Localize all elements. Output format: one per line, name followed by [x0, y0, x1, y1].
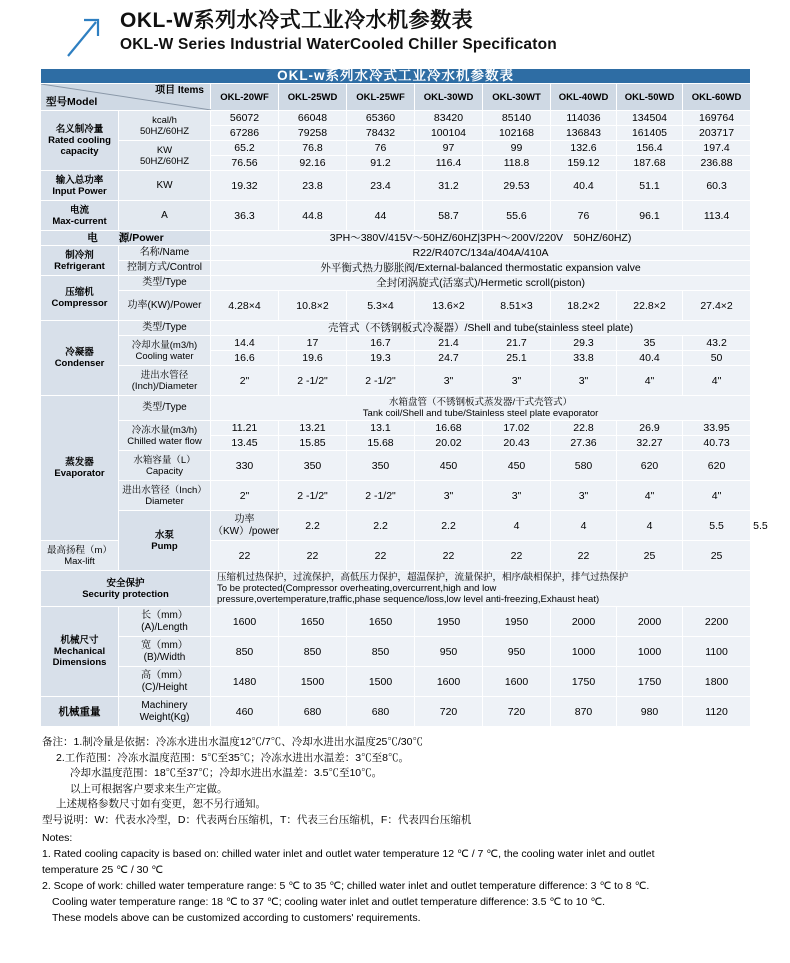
power-source-label: 电 源/Power	[41, 231, 211, 246]
cell: 85140	[483, 111, 551, 126]
model-col-7: OKL-50WD	[617, 84, 683, 111]
cell: 4	[617, 511, 683, 541]
table-row	[41, 231, 751, 246]
cell: 55.6	[483, 201, 551, 231]
cell: 13.45	[211, 436, 279, 451]
pump-power-item: 功率（KW）/power	[211, 511, 279, 541]
cell: 161405	[617, 126, 683, 141]
cell: 27.4×2	[683, 291, 751, 321]
cell: 197.4	[683, 141, 751, 156]
cell: 4"	[683, 366, 751, 396]
cell: 91.2	[347, 156, 415, 171]
cell: 25	[617, 541, 683, 571]
note-cn-3: 冷却水温度范围：18℃至37℃；冷却水进出水温差：3.5℃至10℃。	[70, 767, 383, 779]
cell: 22	[551, 541, 617, 571]
note-en-2: 2. Scope of work: chilled water temperature range: 5 ℃ to 35 ℃; chilled water inlet and outlet temperature difference: 3 ℃ to 8 ℃.	[42, 880, 650, 892]
page-title-en: OKL-W Series Industrial WaterCooled Chiller Specificaton	[120, 36, 557, 53]
table-row	[41, 141, 751, 156]
refrigerant-name-item: 名称/Name	[119, 246, 211, 261]
cell: 22	[211, 541, 279, 571]
cell: 76	[347, 141, 415, 156]
rated-cooling-label: 名义制冷量 Rated cooling capacity	[41, 111, 119, 171]
cell: 156.4	[617, 141, 683, 156]
table-row	[41, 637, 751, 667]
cell: 2"	[211, 366, 279, 396]
notes-en-title: Notes:	[42, 832, 73, 844]
note-cn-1: 备注：1.制冷量是依据：冷冻水进出水温度12℃/7℃、冷却水进出水温度25℃/30℃	[42, 736, 423, 748]
table-row	[41, 261, 751, 276]
height-item: 高（mm）(C)/Height	[119, 667, 211, 697]
cell: 2.2	[415, 511, 483, 541]
cell: 1600	[415, 667, 483, 697]
cell: 450	[415, 451, 483, 481]
cell: 2000	[617, 607, 683, 637]
condenser-water-item: 冷却水量(m3/h) Cooling water	[119, 336, 211, 366]
cell: 2.2	[279, 511, 347, 541]
cell: 97	[415, 141, 483, 156]
cell: 16.68	[415, 421, 483, 436]
cell: 8.51×3	[483, 291, 551, 321]
cell: 65360	[347, 111, 415, 126]
model-col-2: OKL-25WD	[279, 84, 347, 111]
cell: 43.2	[683, 336, 751, 351]
cell: 13.6×2	[415, 291, 483, 321]
cell: 330	[211, 451, 279, 481]
cell: 18.2×2	[551, 291, 617, 321]
cell: 1750	[617, 667, 683, 697]
cell: 2000	[551, 607, 617, 637]
cell: 2 -1/2"	[347, 366, 415, 396]
table-row	[41, 607, 751, 637]
evaporator-type-item: 类型/Type	[119, 396, 211, 421]
weight-item: Machinery Weight(Kg)	[119, 697, 211, 727]
cell: 5.3×4	[347, 291, 415, 321]
specification-table	[40, 68, 768, 727]
cell: 4"	[617, 481, 683, 511]
cell: 1600	[483, 667, 551, 697]
note-en-1: 1. Rated cooling capacity is based on: chilled water inlet and outlet water temperature 12 ℃ / 7 ℃, the cooling water inlet and outlet	[42, 848, 655, 860]
pump-label: 水泵 Pump	[119, 511, 211, 571]
cell: 3"	[483, 366, 551, 396]
table-banner-row	[41, 69, 751, 84]
cell: 1600	[211, 607, 279, 637]
cell: 79258	[279, 126, 347, 141]
cell: 159.12	[551, 156, 617, 171]
cell: 4.28×4	[211, 291, 279, 321]
table-header-row	[41, 84, 751, 111]
evaporator-label: 蒸发器 Evaporator	[41, 396, 119, 541]
table-row	[41, 396, 751, 421]
cell: 58.7	[415, 201, 483, 231]
cell: 35	[617, 336, 683, 351]
cell: 1120	[683, 697, 751, 727]
arrow-logo-icon	[0, 8, 116, 58]
cell: 3"	[415, 366, 483, 396]
cell: 17	[279, 336, 347, 351]
condenser-type-value: 壳管式（不锈钢板式冷凝器）/Shell and tube(stainless steel plate)	[211, 321, 751, 336]
cell: 67286	[211, 126, 279, 141]
cell: 580	[551, 451, 617, 481]
cell: 460	[211, 697, 279, 727]
table-row	[41, 366, 751, 396]
cell: 850	[211, 637, 279, 667]
cell: 3"	[415, 481, 483, 511]
cell: 1500	[347, 667, 415, 697]
cell: 620	[683, 451, 751, 481]
model-col-4: OKL-30WD	[415, 84, 483, 111]
cell: 20.02	[415, 436, 483, 451]
cell: 620	[617, 451, 683, 481]
cell: 60.3	[683, 171, 751, 201]
cell: 15.68	[347, 436, 415, 451]
cell: 66048	[279, 111, 347, 126]
cell: 4	[483, 511, 551, 541]
cell: 78432	[347, 126, 415, 141]
compressor-power-item: 功率(KW)/Power	[119, 291, 211, 321]
note-en-2b: Cooling water temperature range: 18 ℃ to 37 ℃; cooling water inlet and outlet temperature difference: 3.5 ℃ to 10 ℃.	[52, 896, 606, 908]
compressor-type-item: 类型/Type	[119, 276, 211, 291]
cell: 114036	[551, 111, 617, 126]
items-label: 项目 Items	[155, 85, 204, 96]
refrigerant-control-item: 控制方式/Control	[119, 261, 211, 276]
cell: 850	[347, 637, 415, 667]
cell: 1800	[683, 667, 751, 697]
cell: 20.43	[483, 436, 551, 451]
cell: 16.6	[211, 351, 279, 366]
cell: 15.85	[279, 436, 347, 451]
model-description: 型号说明：W：代表水冷型，D：代表两台压缩机，T：代表三台压缩机，F：代表四台压缩机	[42, 813, 472, 826]
model-col-5: OKL-30WT	[483, 84, 551, 111]
cell: 22	[347, 541, 415, 571]
table-row	[41, 201, 751, 231]
cell: 850	[279, 637, 347, 667]
dimensions-label: 机械尺寸 Mechanical Dimensions	[41, 607, 119, 697]
cell: 44	[347, 201, 415, 231]
cell: 236.88	[683, 156, 751, 171]
cell: 136843	[551, 126, 617, 141]
cell: 1000	[551, 637, 617, 667]
cell: 2"	[211, 481, 279, 511]
compressor-label: 压缩机 Compressor	[41, 276, 119, 321]
cell: 19.6	[279, 351, 347, 366]
cell: 22	[279, 541, 347, 571]
note-cn-5: 上述规格参数尺寸如有变更，恕不另行通知。	[56, 798, 266, 810]
cell: 450	[483, 451, 551, 481]
cell: 118.8	[483, 156, 551, 171]
cell: 27.36	[551, 436, 617, 451]
table-row	[41, 451, 751, 481]
cell: 83420	[415, 111, 483, 126]
cell: 26.9	[617, 421, 683, 436]
cell: 116.4	[415, 156, 483, 171]
cell: 1650	[347, 607, 415, 637]
cell: 1480	[211, 667, 279, 697]
title-block	[116, 8, 557, 56]
kcal-unit-cell: kcal/h 50HZ/60HZ	[119, 111, 211, 141]
cell: 2.2	[347, 511, 415, 541]
table-row	[41, 276, 751, 291]
cell: 11.21	[211, 421, 279, 436]
cell: 680	[347, 697, 415, 727]
cell: 3"	[551, 366, 617, 396]
cell: 1000	[617, 637, 683, 667]
table-row	[41, 697, 751, 727]
table-row	[41, 336, 751, 351]
max-current-label: 电流 Max-current	[41, 201, 119, 231]
model-label: 型号Model	[46, 96, 98, 108]
cell: 99	[483, 141, 551, 156]
cell: 1950	[483, 607, 551, 637]
table-row	[41, 171, 751, 201]
cell: 10.8×2	[279, 291, 347, 321]
security-label: 安全保护 Security protection	[41, 571, 211, 607]
cell: 4"	[617, 366, 683, 396]
cell: 1950	[415, 607, 483, 637]
cell: 169764	[683, 111, 751, 126]
cell: 23.8	[279, 171, 347, 201]
cell: 40.4	[617, 351, 683, 366]
input-power-label: 输入总功率 Input Power	[41, 171, 119, 201]
cell: 870	[551, 697, 617, 727]
cell: 76.56	[211, 156, 279, 171]
table-row	[41, 291, 751, 321]
table-row	[41, 481, 751, 511]
evaporator-type-value: 水箱盘管（不锈钢板式蒸发器/干式壳管式） Tank coil/Shell and tube/Stainless steel plate evaporator	[211, 396, 751, 421]
cell: 22.8	[551, 421, 617, 436]
weight-label: 机械重量	[41, 697, 119, 727]
cell: 3"	[483, 481, 551, 511]
table-row	[41, 111, 751, 126]
cell: 1650	[279, 607, 347, 637]
cell: 19.32	[211, 171, 279, 201]
cell: 950	[415, 637, 483, 667]
model-col-1: OKL-20WF	[211, 84, 279, 111]
cell: 13.21	[279, 421, 347, 436]
cell: 23.4	[347, 171, 415, 201]
cell: 65.2	[211, 141, 279, 156]
cell: 1750	[551, 667, 617, 697]
note-cn-4: 以上可根据客户要求来生产定做。	[70, 782, 228, 795]
cell: 720	[415, 697, 483, 727]
cell: 13.1	[347, 421, 415, 436]
model-col-6: OKL-40WD	[551, 84, 617, 111]
table-row: 水泵 Pump 功率（KW）/power 2.2 2.2 2.2 4 4 4 5.5 5.5	[41, 511, 751, 541]
model-col-3: OKL-25WF	[347, 84, 415, 111]
cell: 132.6	[551, 141, 617, 156]
table-banner: OKL-w系列水冷式工业冷水机参数表	[41, 69, 751, 84]
cell: 40.73	[683, 436, 751, 451]
cell: 56072	[211, 111, 279, 126]
condenser-pipe-item: 进出水管径 (Inch)/Diameter	[119, 366, 211, 396]
cell: 76	[551, 201, 617, 231]
width-item: 宽（mm）(B)/Width	[119, 637, 211, 667]
cell: 17.02	[483, 421, 551, 436]
cell: 1100	[683, 637, 751, 667]
cell: 113.4	[683, 201, 751, 231]
cell: 21.4	[415, 336, 483, 351]
refrigerant-control-value: 外平衡式热力膨胀阀/External-balanced thermostatic expansion valve	[211, 261, 751, 276]
cell: 950	[483, 637, 551, 667]
notes-section	[0, 727, 790, 926]
condenser-label: 冷凝器 Condenser	[41, 321, 119, 396]
compressor-type-value: 全封闭涡旋式(活塞式)/Hermetic scroll(piston)	[211, 276, 751, 291]
cell: 29.3	[551, 336, 617, 351]
table-row	[41, 571, 751, 607]
cell: 2200	[683, 607, 751, 637]
cell: 680	[279, 697, 347, 727]
cell: 102168	[483, 126, 551, 141]
document-header	[0, 0, 790, 62]
cell: 22	[483, 541, 551, 571]
cell: 3"	[551, 481, 617, 511]
cell: 76.8	[279, 141, 347, 156]
cell: 19.3	[347, 351, 415, 366]
cell: 4"	[683, 481, 751, 511]
refrigerant-name-value: R22/R407C/134a/404A/410A	[211, 246, 751, 261]
pump-lift-item: 最高扬程（m） Max-lift	[41, 541, 119, 571]
cell: 980	[617, 697, 683, 727]
table-row	[41, 246, 751, 261]
condenser-type-item: 类型/Type	[119, 321, 211, 336]
max-current-unit: A	[119, 201, 211, 231]
power-source-value: 3PH～380V/415V～50HZ/60HZ|3PH～200V/220V 50HZ/60HZ)	[211, 231, 751, 246]
cell: 40.4	[551, 171, 617, 201]
cell: 2 -1/2"	[347, 481, 415, 511]
model-items-corner	[41, 84, 211, 111]
page-title-cn: OKL-W系列水冷式工业冷水机参数表	[120, 9, 474, 32]
cell: 96.1	[617, 201, 683, 231]
cell: 25	[683, 541, 751, 571]
note-cn-2: 2.工作范围：冷冻水温度范围：5℃至35℃；冷冻水进出水温差：3℃至8℃。	[56, 751, 409, 764]
cell: 2 -1/2"	[279, 481, 347, 511]
cell: 1500	[279, 667, 347, 697]
kw-unit-cell: KW 50HZ/60HZ	[119, 141, 211, 171]
cell: 100104	[415, 126, 483, 141]
cell: 24.7	[415, 351, 483, 366]
cell: 22	[415, 541, 483, 571]
cell: 21.7	[483, 336, 551, 351]
cell: 36.3	[211, 201, 279, 231]
evaporator-pipe-item: 进出水管径（Inch） Diameter	[119, 481, 211, 511]
cell: 33.95	[683, 421, 751, 436]
cell: 720	[483, 697, 551, 727]
cell: 22.8×2	[617, 291, 683, 321]
evaporator-flow-item: 冷冻水量(m3/h) Chilled water flow	[119, 421, 211, 451]
cell: 16.7	[347, 336, 415, 351]
cell: 25.1	[483, 351, 551, 366]
cell: 92.16	[279, 156, 347, 171]
input-power-unit: KW	[119, 171, 211, 201]
note-en-3: These models above can be customized according to customers' requirements.	[52, 912, 421, 924]
cell: 187.68	[617, 156, 683, 171]
cell: 203717	[683, 126, 751, 141]
length-item: 长（mm）(A)/Length	[119, 607, 211, 637]
security-value: 压缩机过热保护，过流保护，高低压力保护，超温保护，流量保护，相序/缺相保护，排气过热保护 To be protected(Compressor overheating,overcurrent,high and low pressure,overtemperature,traffic,phase sequence/loss,low level anti-freezing,Exhaust heat)	[211, 571, 751, 607]
cell: 14.4	[211, 336, 279, 351]
spec-table-container	[0, 62, 790, 727]
cell: 350	[279, 451, 347, 481]
cell: 32.27	[617, 436, 683, 451]
cell: 134504	[617, 111, 683, 126]
cell: 4	[551, 511, 617, 541]
evaporator-capacity-item: 水箱容量（L） Capacity	[119, 451, 211, 481]
cell: 33.8	[551, 351, 617, 366]
cell: 51.1	[617, 171, 683, 201]
cell: 31.2	[415, 171, 483, 201]
cell: 44.8	[279, 201, 347, 231]
table-row	[41, 667, 751, 697]
cell: 29.53	[483, 171, 551, 201]
table-row	[41, 321, 751, 336]
cell: 350	[347, 451, 415, 481]
cell: 5.5	[683, 511, 751, 541]
cell: 2 -1/2"	[279, 366, 347, 396]
refrigerant-label: 制冷剂 Refrigerant	[41, 246, 119, 276]
model-col-8: OKL-60WD	[683, 84, 751, 111]
cell: 50	[683, 351, 751, 366]
note-en-1b: temperature 25 ℃ / 30 ℃	[42, 864, 164, 876]
table-row	[41, 421, 751, 436]
notes-en-block	[42, 828, 750, 926]
